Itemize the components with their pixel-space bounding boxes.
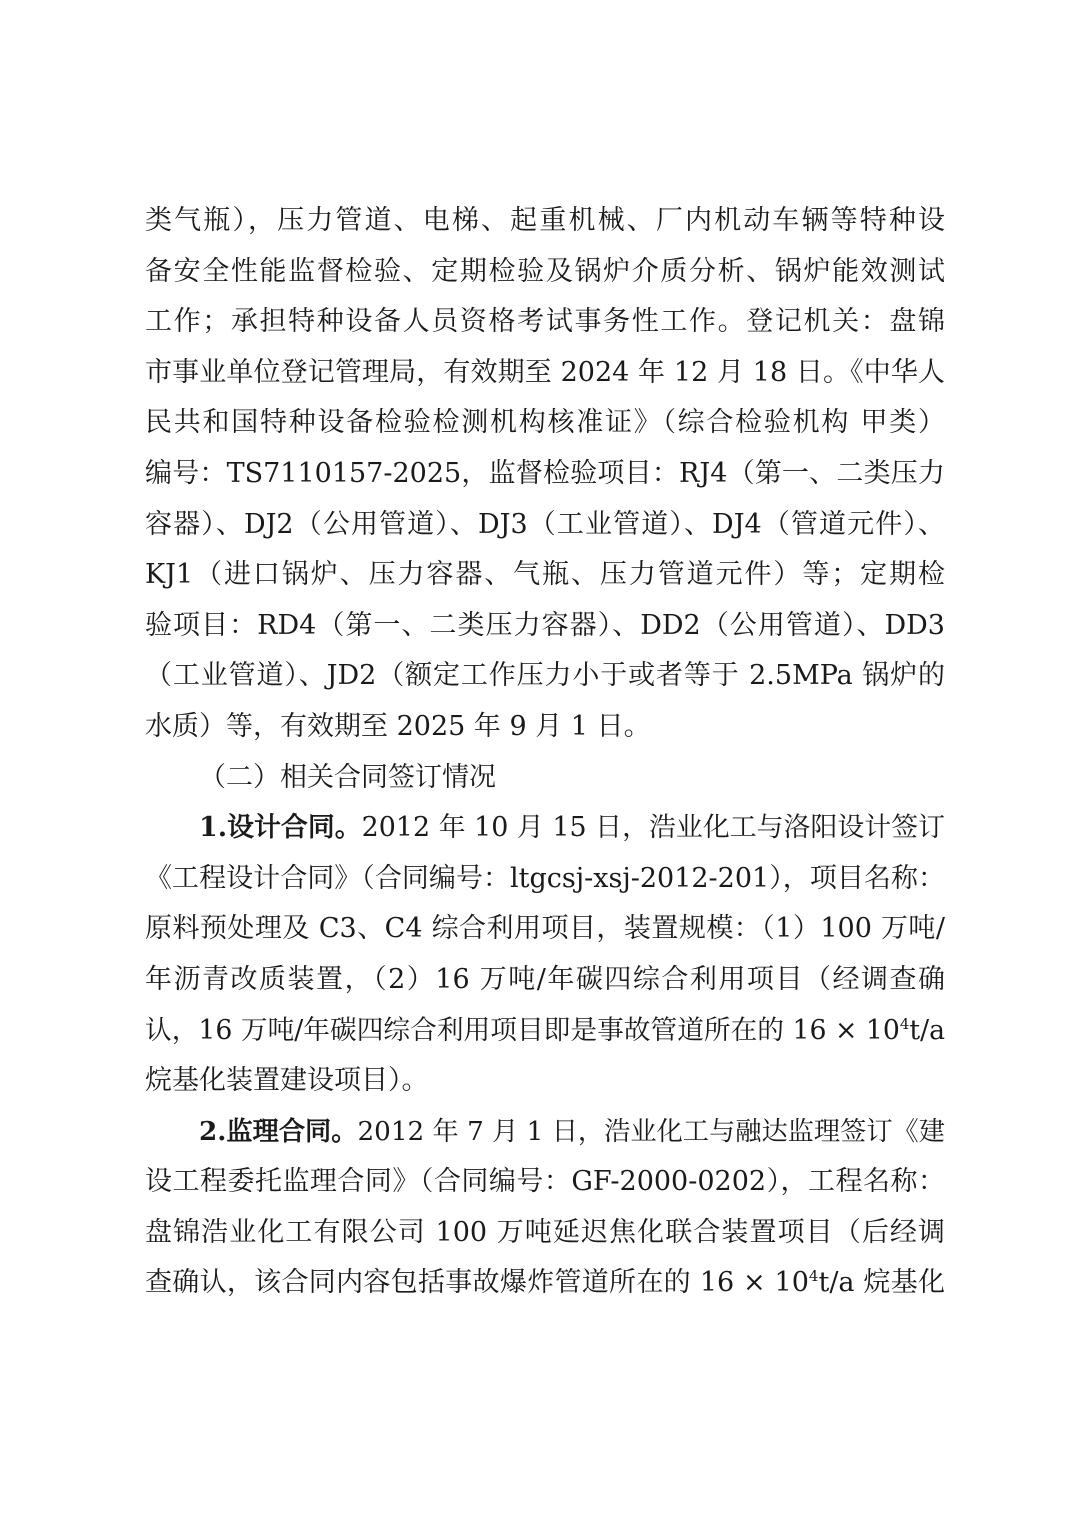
supervision-contract-text: 2012 年 7 月 1 日，浩业化工与融达监理签订《建 [357, 1116, 945, 1147]
design-contract-line: 《工程设计合同》（合同编号：ltgcsj-xsj-2012-201），项目名称： [145, 862, 945, 894]
supervision-contract-line: 设工程委托监理合同》（合同编号：GF-2000-0202），工程名称： [145, 1166, 945, 1198]
supervision-contract-text: t/a 烷基化 [818, 1267, 945, 1299]
superscript: 4 [808, 1267, 819, 1286]
paragraph-line: 编号：TS7110157-2025，监督检验项目：RJ4（第一、二类压力 [145, 457, 945, 489]
design-contract-line: 原料预处理及 C3、C4 综合利用项目，装置规模：（1）100 万吨/ [145, 913, 945, 945]
paragraph-line: （工业管道）、JD2（额定工作压力小于或者等于 2.5MPa 锅炉的 [145, 660, 945, 692]
paragraph-line: 备安全性能监督检验、定期检验及锅炉介质分析、锅炉能效测试 [145, 255, 945, 287]
paragraph-line: KJ1（进口锅炉、压力容器、气瓶、压力管道元件）等；定期检 [145, 559, 945, 591]
supervision-contract-label: 2.监理合同。 [199, 1115, 358, 1147]
paragraph-line: 容器）、DJ2（公用管道）、DJ3（工业管道）、DJ4（管道元件）、 [145, 508, 945, 540]
supervision-contract-text: 查确认，该合同内容包括事故爆炸管道所在的 16 × 10 [145, 1267, 809, 1299]
supervision-contract-line [145, 1107, 945, 1158]
design-contract-label: 1.设计合同。 [199, 812, 362, 844]
section-heading: （二）相关合同签订情况 [199, 761, 496, 793]
paragraph-line: 验项目：RD4（第一、二类压力容器）、DD2（公用管道）、DD3 [145, 609, 945, 641]
document-body [145, 196, 945, 1309]
design-contract-text: 2012 年 10 月 15 日，浩业化工与洛阳设计签订 [361, 812, 945, 844]
design-contract-line [145, 1006, 945, 1057]
paragraph-line: 市事业单位登记管理局，有效期至 2024 年 12 月 18 日。《中华人 [145, 356, 945, 388]
design-contract-text: t/a [909, 1014, 945, 1046]
supervision-contract-line: 盘锦浩业化工有限公司 100 万吨延迟焦化联合装置项目（后经调 [145, 1216, 945, 1248]
design-contract-text: 认，16 万吨/年碳四综合利用项目即是事故管道所在的 16 × 10 [145, 1014, 900, 1046]
supervision-contract-line [145, 1258, 945, 1309]
design-contract-line: 烷基化装置建设项目）。 [145, 1065, 429, 1097]
design-contract-line: 年沥青改质装置，（2）16 万吨/年碳四综合利用项目（经调查确 [145, 963, 945, 995]
paragraph-line: 工作；承担特种设备人员资格考试事务性工作。登记机关：盘锦 [145, 306, 945, 338]
paragraph-line: 水质）等，有效期至 2025 年 9 月 1 日。 [145, 710, 651, 742]
paragraph-line: 民共和国特种设备检验检测机构核准证》（综合检验机构 甲类） [145, 407, 945, 439]
paragraph-line: 类气瓶），压力管道、电梯、起重机械、厂内机动车辆等特种设 [145, 205, 945, 236]
superscript: 4 [899, 1014, 910, 1033]
design-contract-line [145, 803, 945, 854]
